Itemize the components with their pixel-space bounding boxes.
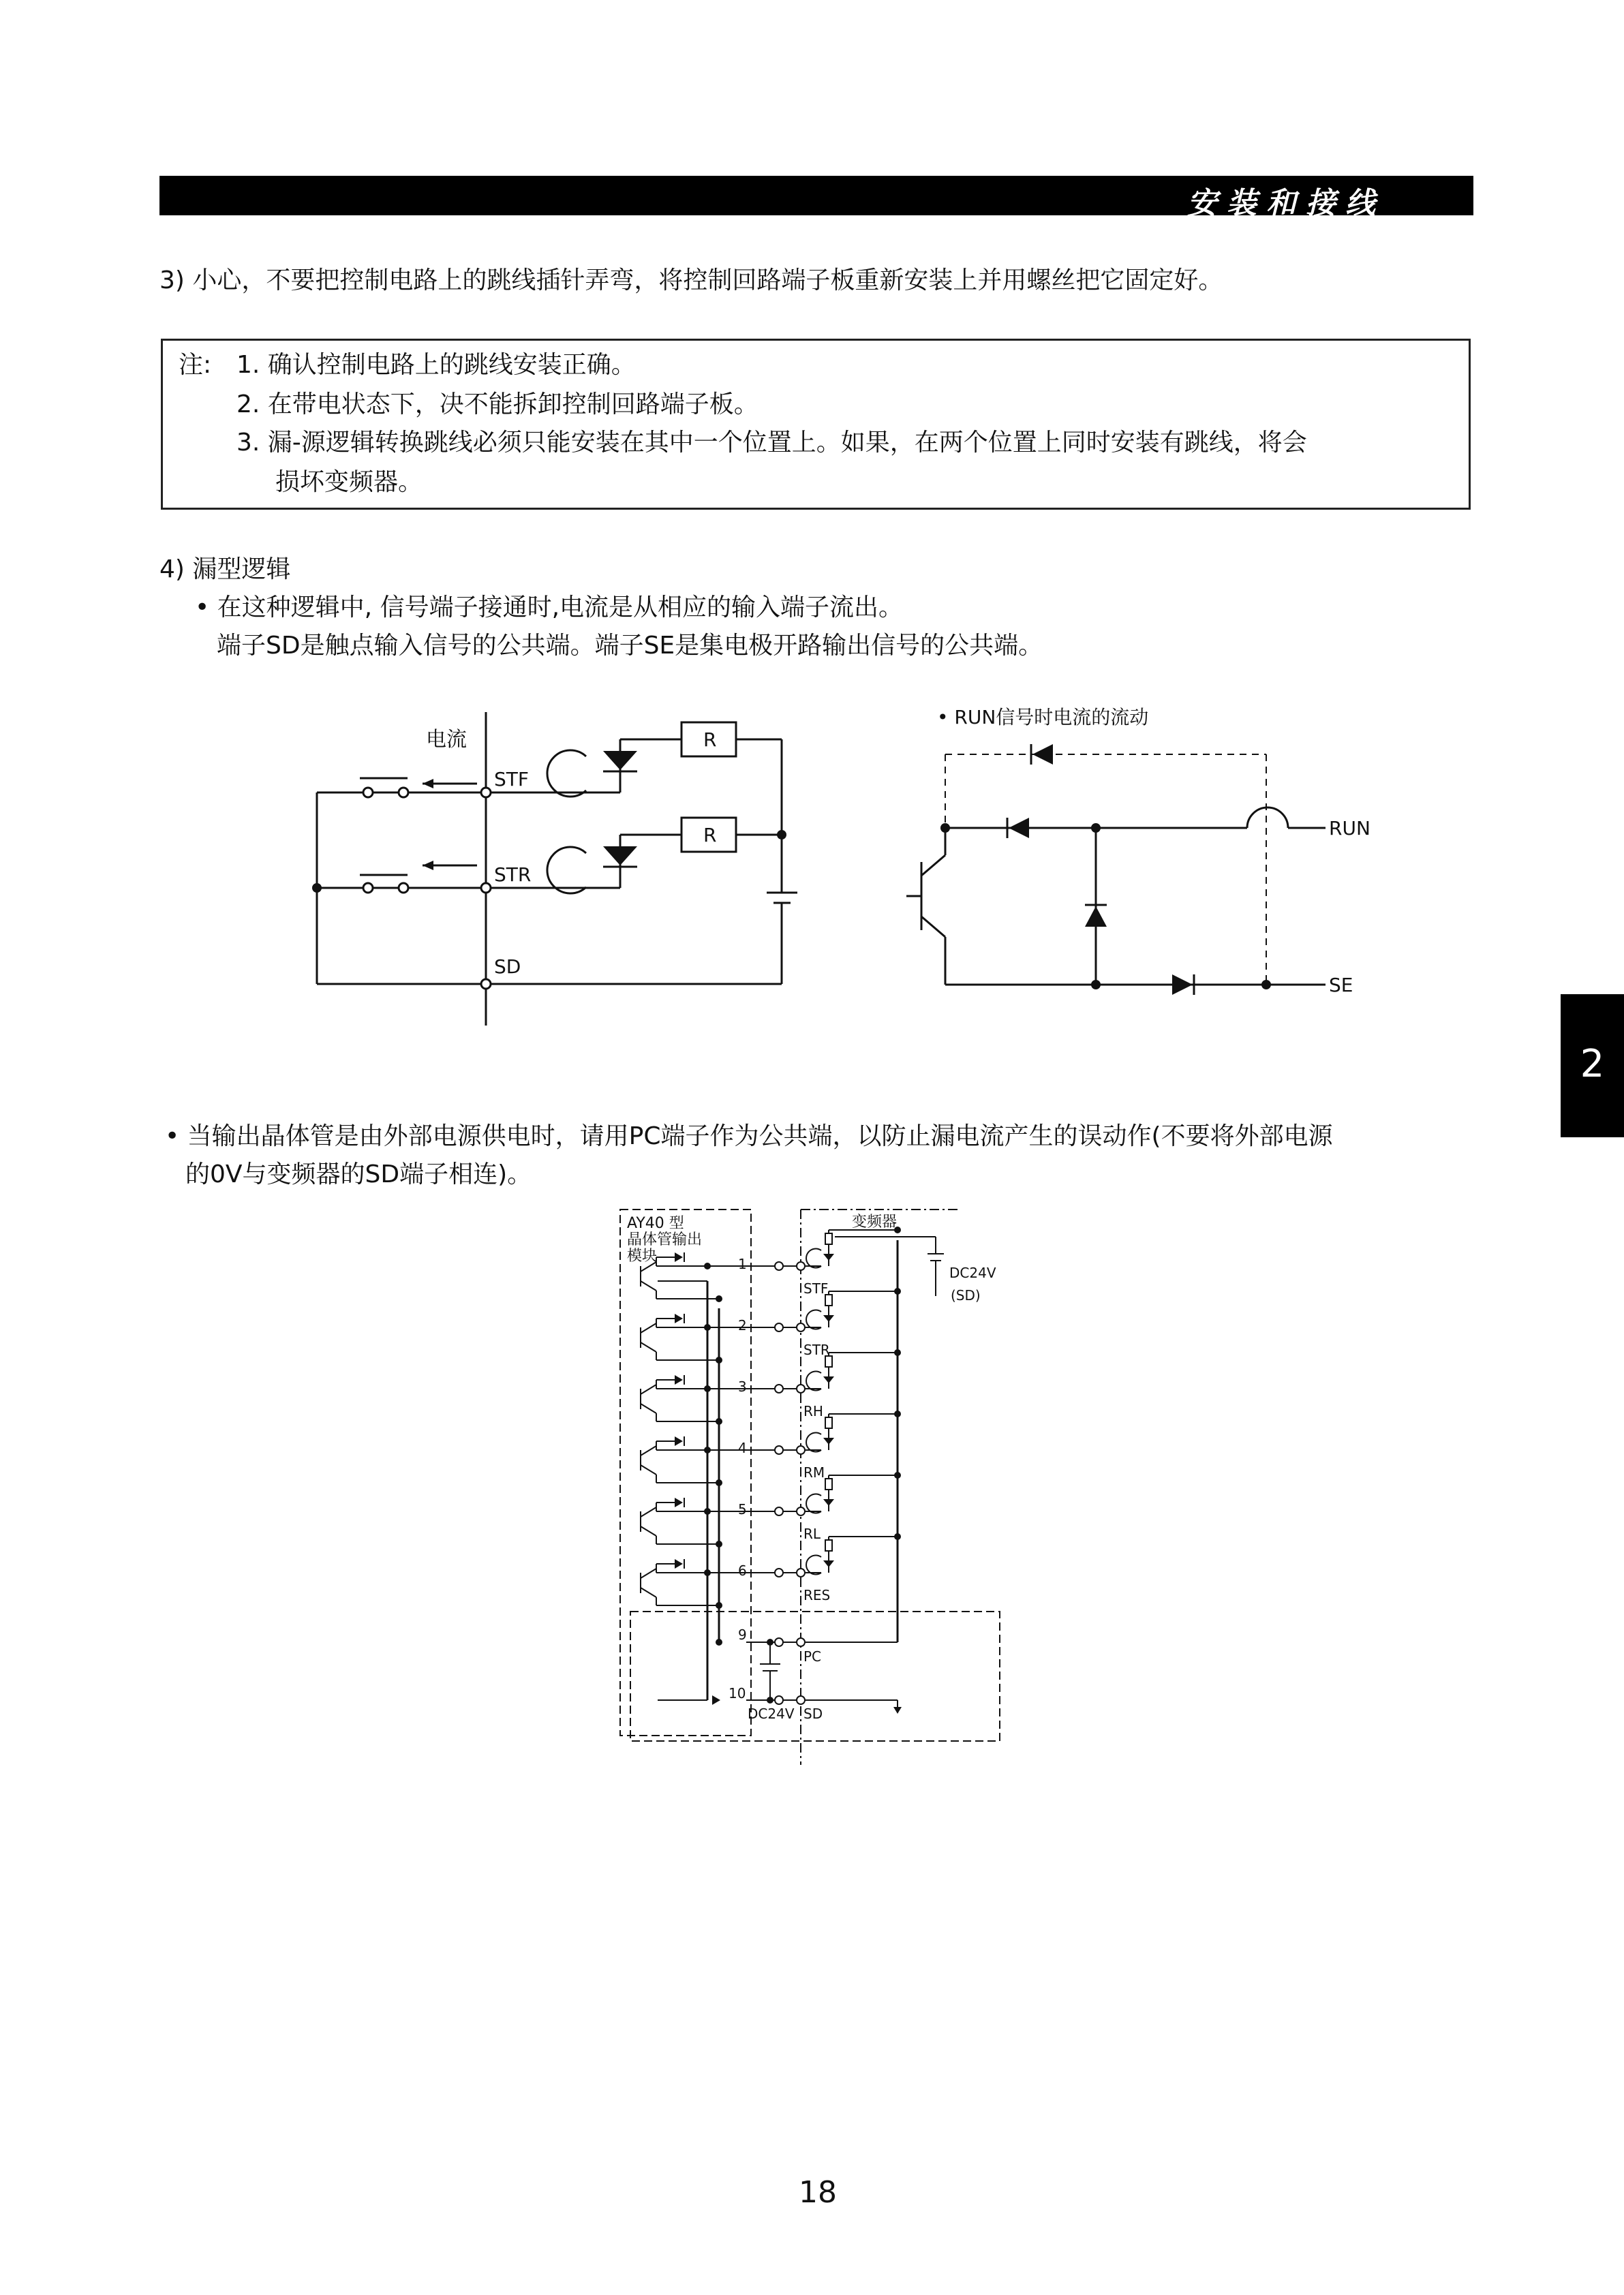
junction-dot [716, 1479, 722, 1486]
opto-loop [806, 1494, 821, 1513]
junction-dot [704, 1263, 711, 1269]
sd-terminal-label: SD [494, 955, 521, 978]
resistor-mark [825, 1540, 832, 1551]
paragraph-3: 3) 小心，不要把控制电路上的跳线插针弄弯，将控制回路端子板重新安装上并用螺丝把它固定好。 [159, 266, 1223, 294]
transistor-collector [641, 1385, 656, 1394]
transistor-emitter [641, 1526, 656, 1536]
sd-terminal-circle [797, 1696, 805, 1704]
module-title-line-1: AY40 型 [627, 1215, 684, 1232]
resistor-label-1: R [703, 728, 717, 751]
inverter-terminal-circle [797, 1385, 805, 1393]
junction-dot [704, 1508, 711, 1515]
bus-junction-dot [894, 1349, 901, 1356]
dc24v-bottom-label: DC24V [748, 1706, 795, 1722]
opto-diode-mark [823, 1560, 834, 1567]
diode-mark [675, 1498, 683, 1507]
note-item-3-line-1: 3. 漏-源逻辑转换跳线必须只能安装在其中一个位置上。如果，在两个位置上同时安装有跳线，将会 [236, 429, 1307, 457]
diode-mark [675, 1375, 683, 1385]
str-terminal-label: STR [494, 863, 532, 886]
junction-dot [716, 1357, 722, 1364]
opto-diode-mark [823, 1376, 834, 1383]
sink-logic-input-diagram [300, 702, 818, 1029]
dc24v-right-label: DC24V [949, 1265, 996, 1281]
section-title: 安装和接线 [1187, 186, 1385, 221]
resistor-mark [825, 1233, 832, 1244]
se-terminal-label: SE [1329, 974, 1353, 996]
terminal-label: RL [803, 1526, 821, 1542]
resistor-mark [825, 1479, 832, 1490]
module-title-line-3: 模块 [627, 1248, 658, 1265]
bus-junction-dot [894, 1288, 901, 1295]
transistor-collector [641, 1323, 656, 1333]
bus-junction-dot [894, 1533, 901, 1540]
junction-dot [716, 1295, 722, 1302]
terminal-label: RES [803, 1587, 831, 1603]
diode-mark [675, 1252, 683, 1262]
chapter-tab [1561, 994, 1624, 1137]
junction-dot [767, 1639, 773, 1646]
terminal-label: STR [803, 1342, 830, 1358]
pin-10-circle [775, 1696, 783, 1704]
terminal-label: RH [803, 1403, 823, 1419]
external-power-line-1: • 当输出晶体管是由外部电源供电时，请用PC端子作为公共端，以防止漏电流产生的误动作(不要将外部电源 [165, 1122, 1333, 1150]
diode-mark [675, 1436, 683, 1446]
pin-label: 4 [738, 1440, 747, 1456]
sd-paren-label: (SD) [951, 1287, 981, 1304]
pin-9-circle [775, 1638, 783, 1646]
pin-10-label: 10 [729, 1685, 746, 1701]
terminal-label: STF [803, 1280, 829, 1297]
opto-loop [806, 1372, 821, 1391]
junction-dot [704, 1447, 711, 1453]
section-header-bar [159, 176, 1473, 221]
opto-loop [806, 1249, 821, 1268]
opto-loop [806, 1310, 821, 1329]
junction-dot [704, 1324, 711, 1331]
transistor-emitter [641, 1342, 656, 1352]
run-signal-flow-diagram [900, 702, 1390, 1029]
pin-label: 2 [738, 1317, 747, 1334]
transistor-emitter [641, 1404, 656, 1413]
external-power-line-2: 的0V与变频器的SD端子相连)。 [185, 1160, 532, 1188]
sd-terminal-label-bottom: SD [803, 1706, 823, 1722]
module-pin-circle [775, 1323, 783, 1331]
page-number: 18 [799, 2175, 837, 2210]
pc-terminal-label: PC [803, 1648, 822, 1665]
section-4-line-1: • 在这种逻辑中, 信号端子接通时,电流是从相应的输入端子流出。 [195, 594, 904, 621]
inverter-terminal-circle [797, 1262, 805, 1270]
terminal-label: RM [803, 1464, 825, 1481]
inverter-terminal-circle [797, 1507, 805, 1515]
opto-diode-mark [823, 1254, 834, 1261]
transistor-emitter [641, 1281, 656, 1291]
junction-dot [704, 1385, 711, 1392]
opto-diode-mark [823, 1315, 834, 1322]
junction-dot [767, 1697, 773, 1704]
opto-loop [806, 1556, 821, 1575]
junction-dot [704, 1569, 711, 1576]
run-terminal-label: RUN [1329, 817, 1370, 840]
module-pin-circle [775, 1446, 783, 1454]
note-item-1: 1. 确认控制电路上的跳线安装正确。 [236, 351, 636, 379]
junction-dot [716, 1602, 722, 1609]
bus-junction-dot [894, 1411, 901, 1417]
pin-label: 6 [738, 1562, 747, 1579]
section-4-line-2: 端子SD是触点输入信号的公共端。端子SE是集电极开路输出信号的公共端。 [217, 632, 1043, 660]
run-flow-caption: • RUN信号时电流的流动 [937, 706, 1149, 728]
ground-mark [893, 1707, 902, 1714]
inverter-terminal-circle [797, 1446, 805, 1454]
pin-label: 5 [738, 1501, 747, 1518]
bus-junction-dot [894, 1472, 901, 1479]
note-label: 注: [179, 351, 212, 379]
module-pin-circle [775, 1385, 783, 1393]
transistor-collector [641, 1446, 656, 1455]
module-pin-circle [775, 1569, 783, 1577]
pin-9-label: 9 [738, 1627, 747, 1643]
junction-dot [716, 1541, 722, 1547]
pc-terminal-circle [797, 1638, 805, 1646]
note-item-3-line-2: 损坏变频器。 [275, 468, 423, 496]
resistor-label-2: R [703, 824, 717, 846]
chapter-number: 2 [1580, 1042, 1605, 1086]
transistor-emitter [641, 1588, 656, 1597]
junction-dot [716, 1639, 722, 1646]
transistor-collector [641, 1507, 656, 1517]
diode-mark [712, 1695, 720, 1705]
transistor-emitter [641, 1465, 656, 1475]
inverter-terminal-circle [797, 1323, 805, 1331]
ay40-wiring-diagram [617, 1206, 1053, 1778]
note-item-2: 2. 在带电状态下，决不能拆卸控制回路端子板。 [236, 390, 759, 418]
opto-diode-mark [823, 1438, 834, 1445]
module-pin-circle [775, 1262, 783, 1270]
opto-loop [806, 1433, 821, 1452]
pin-label: 1 [738, 1256, 747, 1272]
stf-terminal-label: STF [494, 768, 529, 790]
resistor-mark [825, 1417, 832, 1428]
module-pin-circle [775, 1507, 783, 1515]
opto-diode-mark [823, 1499, 834, 1506]
junction-dot [716, 1418, 722, 1425]
diode-mark [675, 1559, 683, 1569]
transistor-collector [641, 1569, 656, 1578]
inverter-label: 变频器 [852, 1214, 898, 1231]
module-title-line-2: 晶体管输出 [627, 1231, 703, 1248]
inverter-terminal-circle [797, 1569, 805, 1577]
diode-mark [675, 1314, 683, 1323]
section-4-title: 4) 漏型逻辑 [159, 555, 291, 583]
pin-label: 3 [738, 1378, 747, 1395]
current-label: 电流 [426, 728, 467, 752]
